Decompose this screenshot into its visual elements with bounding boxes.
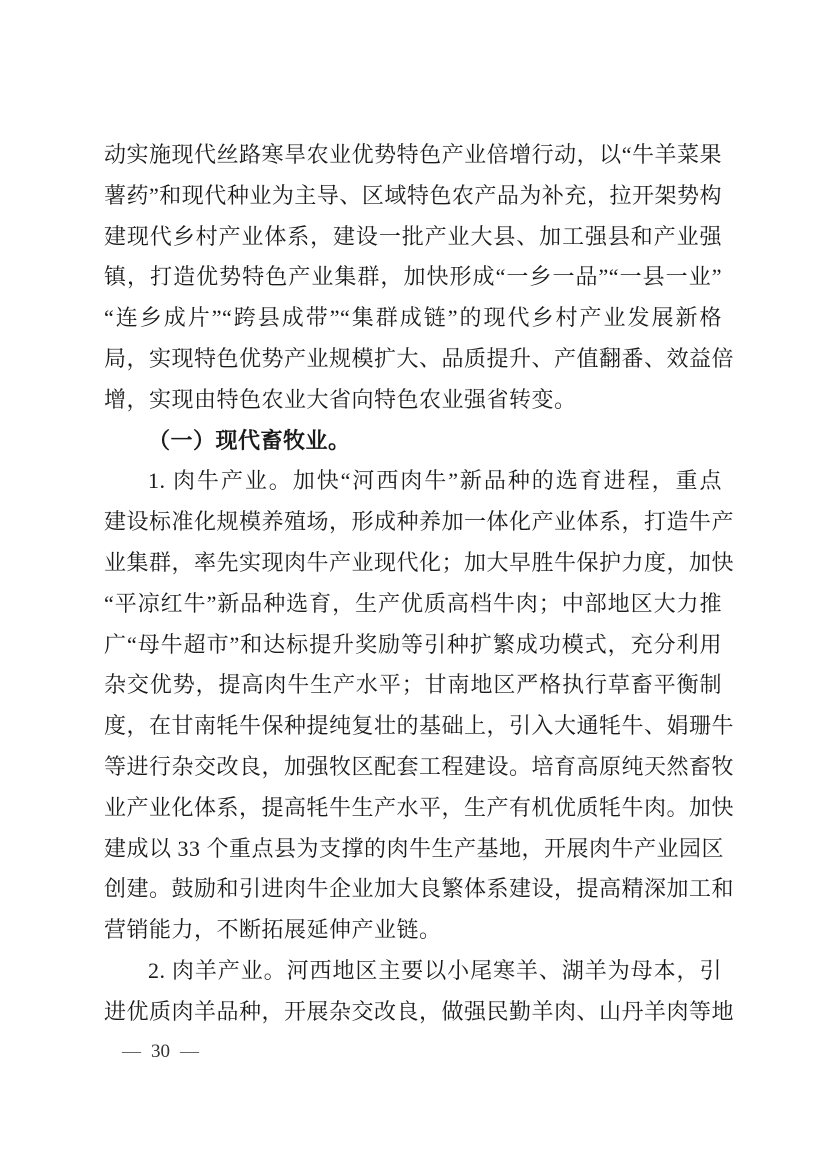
text-line: 业集群，率先实现肉牛产业现代化；加大早胜牛保护力度，加快	[104, 549, 735, 575]
text-line: 局，实现特色优势产业规模扩大、品质提升、产值翻番、效益倍	[104, 345, 735, 371]
page-footer	[122, 1041, 199, 1063]
text-line: 业产业化体系，提高牦牛生产水平，生产有机优质牦牛肉。加快	[104, 794, 735, 820]
text-line: 建设标准化规模养殖场，形成种养加一体化产业体系，打造牛产	[104, 509, 735, 535]
footer-page-number: 30	[151, 1041, 170, 1062]
text-line: 建现代乡村产业体系，建设一批产业大县、加工强县和产业强	[104, 223, 722, 249]
section-heading-line: （一）现代畜牧业。	[148, 427, 351, 453]
text-line: “连乡成片”“跨县成带”“集群成链”的现代乡村产业发展新格	[104, 305, 722, 331]
document-body	[104, 135, 735, 1033]
text-line: 创建。鼓励和引进肉牛企业加大良繁体系建设，提高精深加工和	[104, 876, 735, 902]
text-line: 建成以 33 个重点县为支撑的肉牛生产基地，开展肉牛产业园区	[104, 835, 725, 861]
footer-dash-left: —	[122, 1041, 141, 1062]
text-line: “平凉红牛”新品种选育，生产优质高档牛肉；中部地区大力推	[104, 590, 722, 616]
footer-dash-right: —	[180, 1041, 199, 1062]
text-line: 度，在甘南牦牛保种提纯复壮的基础上，引入大通牦牛、娟珊牛	[104, 713, 735, 739]
text-line: 1. 肉牛产业。加快“河西肉牛”新品种的选育进程，重点	[148, 468, 722, 494]
text-line: 进优质肉羊品种，开展杂交改良，做强民勤羊肉、山丹羊肉等地	[104, 998, 735, 1024]
text-line: 等进行杂交改良，加强牧区配套工程建设。培育高原纯天然畜牧	[104, 753, 735, 779]
text-line: 杂交优势，提高肉牛生产水平；甘南地区严格执行草畜平衡制	[104, 672, 722, 698]
text-line: 营销能力，不断拓展延伸产业链。	[104, 917, 442, 943]
text-line: 薯药”和现代种业为主导、区域特色农产品为补充，拉开架势构	[104, 182, 722, 208]
text-line: 2. 肉羊产业。河西地区主要以小尾寒羊、湖羊为母本，引	[148, 957, 722, 983]
text-line: 镇，打造优势特色产业集群，加快形成“一乡一品”“一县一业”	[104, 264, 722, 290]
text-line: 动实施现代丝路寒旱农业优势特色产业倍增行动，以“牛羊菜果	[104, 142, 722, 167]
text-line: 增，实现由特色农业大省向特色农业强省转变。	[104, 386, 577, 412]
text-line: 广“母牛超市”和达标提升奖励等引种扩繁成功模式，充分利用	[104, 631, 722, 657]
